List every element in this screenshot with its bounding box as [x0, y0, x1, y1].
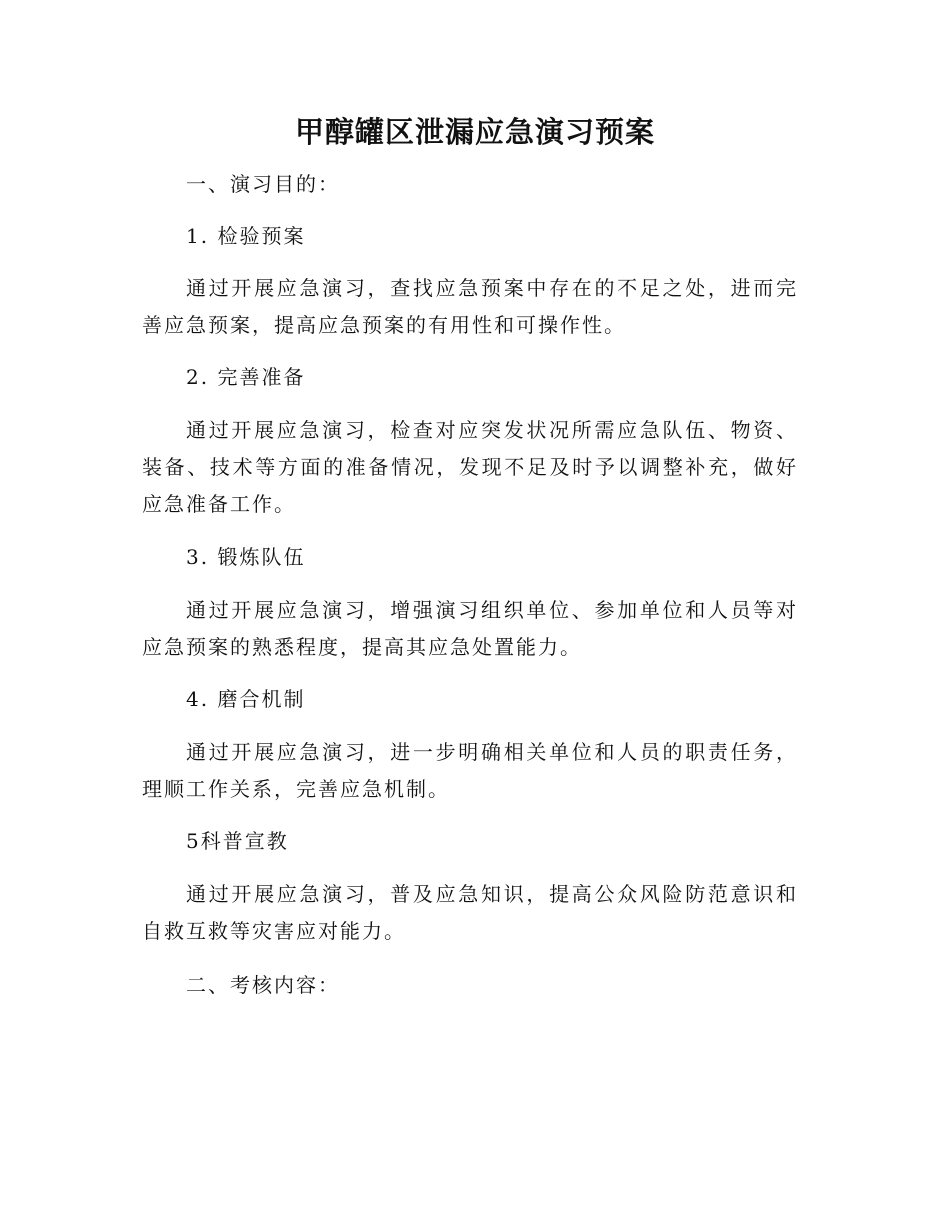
item-1-text: 通过开展应急演习，查找应急预案中存在的不足之处，进而完善应急预案，提高应急预案的有用性和可操作性。	[142, 276, 798, 337]
item-2-text: 通过开展应急演习，检查对应突发状况所需应急队伍、物资、装备、技术等方面的准备情况，发现不足及时予以调整补充，做好应急准备工作。	[142, 418, 798, 516]
item-4-text: 通过开展应急演习，进一步明确相关单位和人员的职责任务，理顺工作关系，完善应急机制。	[142, 740, 798, 801]
item-4-title: 4. 磨合机制	[186, 687, 306, 711]
item-1-title: 1. 检验预案	[186, 224, 306, 248]
item-5-title: 5科普宣教	[186, 829, 289, 853]
section-heading-assessment: 二、考核内容：	[186, 973, 340, 997]
item-2-title: 2. 完善准备	[186, 365, 306, 389]
item-3-title: 3. 锻炼队伍	[186, 545, 306, 569]
section-heading-purpose: 一、演习目的：	[186, 172, 340, 196]
document-title: 甲醇罐区泄漏应急演习预案	[294, 115, 655, 149]
item-5-text: 通过开展应急演习，普及应急知识，提高公众风险防范意识和自救互救等灾害应对能力。	[142, 882, 798, 943]
item-3-text: 通过开展应急演习，增强演习组织单位、参加单位和人员等对应急预案的熟悉程度，提高其应急处置能力。	[142, 598, 798, 659]
